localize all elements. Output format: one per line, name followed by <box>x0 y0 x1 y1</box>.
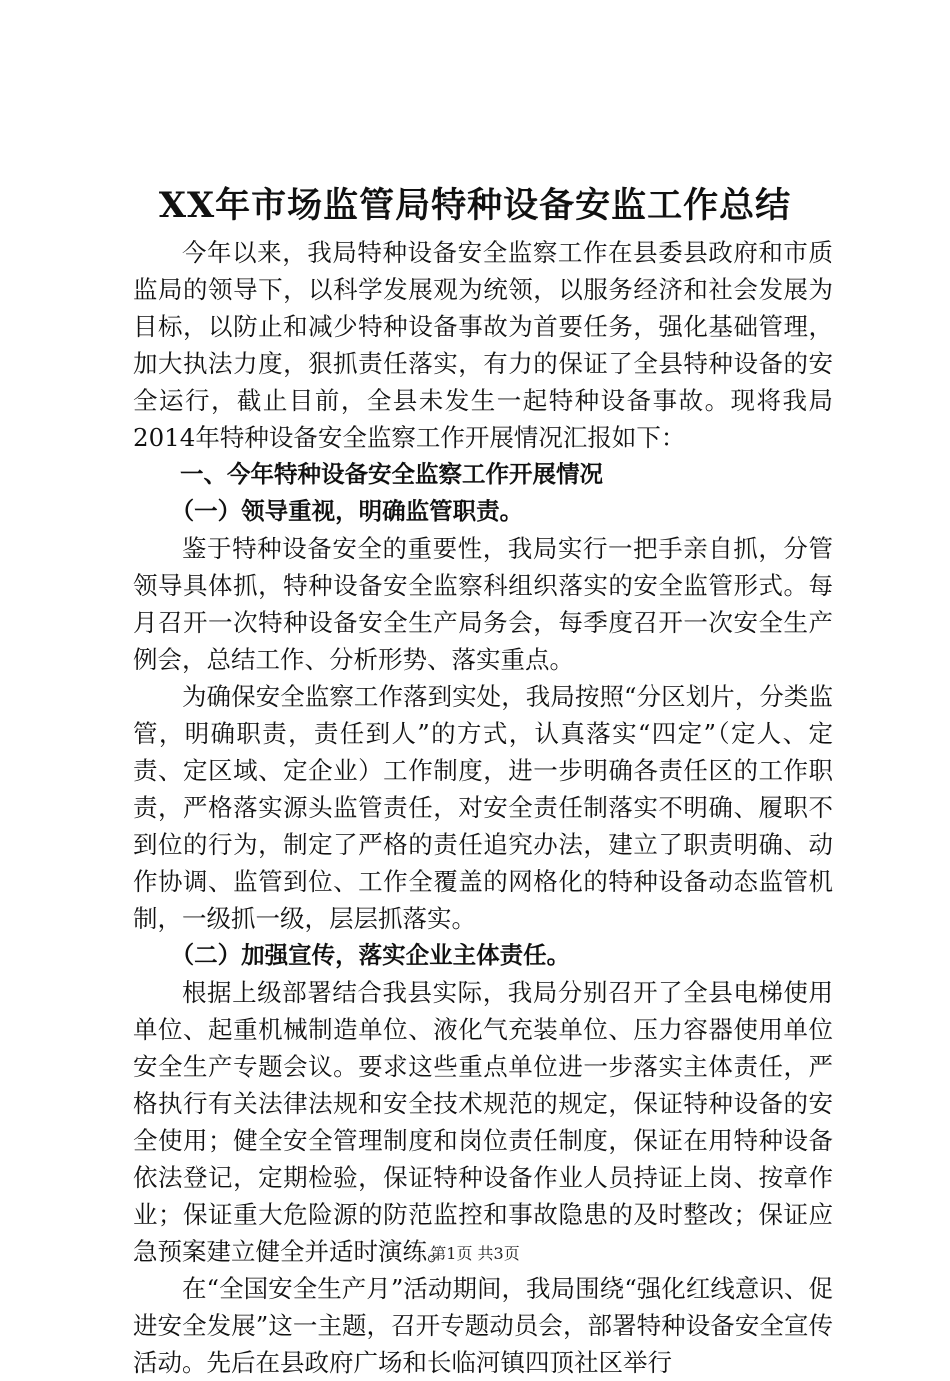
subsection-heading-1: （一）领导重视，明确监管职责。 <box>170 497 524 525</box>
intro-paragraph: 今年以来，我局特种设备安全监察工作在县委县政府和市质监局的领导下，以科学发展观为统领，以服务经济和社会发展为目标，以防止和减少特种设备事故为首要任务，强化基础管理，加大执法力度，狠抓责任落实，有力的保证了全县特种设备的安全运行，截止目前，全县未发生一起特种设备事故。现将我局2014年特种设备安全监察工作开展情况汇报如下： <box>133 238 833 452</box>
body-paragraph: 鉴于特种设备安全的重要性，我局实行一把手亲自抓，分管领导具体抓，特种设备安全监察科组织落实的安全监管形式。每月召开一次特种设备安全生产局务会，每季度召开一次安全生产例会，总结工作、分析形势、落实重点。 <box>133 534 833 674</box>
subsection-heading-2: （二）加强宣传，落实企业主体责任。 <box>170 941 571 969</box>
body-paragraph: 为确保安全监察工作落到实处，我局按照“分区划片，分类监管，明确职责，责任到人”的方式，认真落实“四定”（定人、定责、定区域、定企业）工作制度，进一步明确各责任区的工作职责，严格落实源头监管责任，对安全责任制落实不明确、履职不到位的行为，制定了严格的责任追究办法，建立了职责明确、动作协调、监管到位、工作全覆盖的网格化的特种设备动态监管机制，一级抓一级，层层抓落实。 <box>133 682 833 933</box>
body-paragraph: 根据上级部署结合我县实际，我局分别召开了全县电梯使用单位、起重机械制造单位、液化气充装单位、压力容器使用单位安全生产专题会议。要求这些重点单位进一步落实主体责任，严格执行有关法律法规和安全技术规范的规定，保证特种设备的安全使用；健全安全管理制度和岗位责任制度，保证在用特种设备依法登记，定期检验，保证特种设备作业人员持证上岗、按章作业；保证重大危险源的防范监控和事故隐患的及时整改；保证应急预案建立健全并适时演练。 <box>133 978 833 1266</box>
page-number-footer: 第1页 共3页 <box>430 1244 520 1263</box>
document-title: XX年市场监管局特种设备安监工作总结 <box>158 185 792 226</box>
document-body <box>133 234 833 1381</box>
section-heading-1: 一、今年特种设备安全监察工作开展情况 <box>180 460 603 488</box>
body-paragraph: 在“全国安全生产月”活动期间，我局围绕“强化红线意识、促进安全发展”这一主题，召开专题动员会，部署特种设备安全宣传活动。先后在县政府广场和长临河镇四顶社区举行 <box>133 1274 833 1377</box>
